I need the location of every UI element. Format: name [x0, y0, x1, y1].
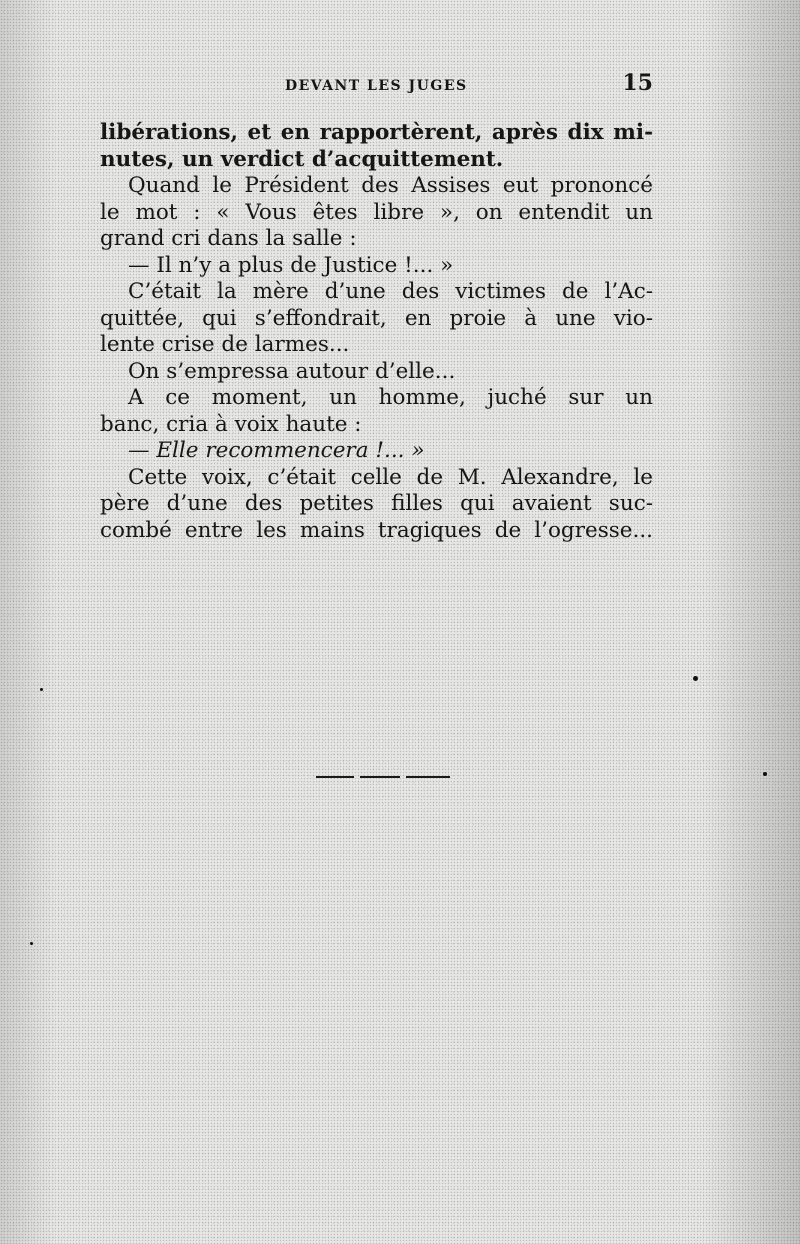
section-end-rule: [316, 776, 450, 779]
running-head: [100, 72, 655, 102]
ink-speck: [30, 942, 33, 945]
text-line: le mot : « Vous êtes libre », on entendit un: [100, 199, 653, 225]
text-line: lente crise de larmes...: [100, 332, 350, 357]
text-line: — Elle recommencera !... »: [128, 438, 425, 463]
text-line: Quand le Président des Assises eut prononcé: [128, 173, 653, 198]
running-title: DEVANT LES JUGES: [285, 78, 468, 94]
text-line: combé entre les mains tragiques de l’ogresse...: [100, 517, 653, 543]
text-line: nutes, un verdict d’acquittement.: [100, 146, 504, 172]
text-line: quittée, qui s’effondrait, en proie à une vio-: [100, 305, 653, 331]
text-line: On s’empressa autour d’elle...: [128, 358, 456, 384]
text-line: C’était la mère d’une des victimes de l’Ac-: [128, 279, 653, 304]
rule-segment: [360, 776, 400, 778]
rule-segment: [406, 776, 450, 778]
body-text: [100, 120, 653, 544]
ink-speck: [693, 676, 698, 681]
text-line: Cette voix, c’était celle de M. Alexandre, le: [128, 464, 653, 490]
text-line: A ce moment, un homme, juché sur un: [128, 385, 653, 410]
ink-speck: [763, 772, 767, 776]
rule-segment: [316, 776, 354, 778]
text-line: — Il n’y a plus de Justice !... »: [128, 252, 454, 278]
text-line: banc, cria à voix haute :: [100, 411, 362, 437]
text-line: père d’une des petites filles qui avaient suc-: [100, 491, 653, 516]
ink-speck: [40, 688, 43, 691]
page-number: 15: [622, 70, 653, 96]
text-line: grand cri dans la salle :: [100, 226, 357, 251]
text-line: libérations, et en rapportèrent, après dix mi-: [100, 120, 653, 145]
